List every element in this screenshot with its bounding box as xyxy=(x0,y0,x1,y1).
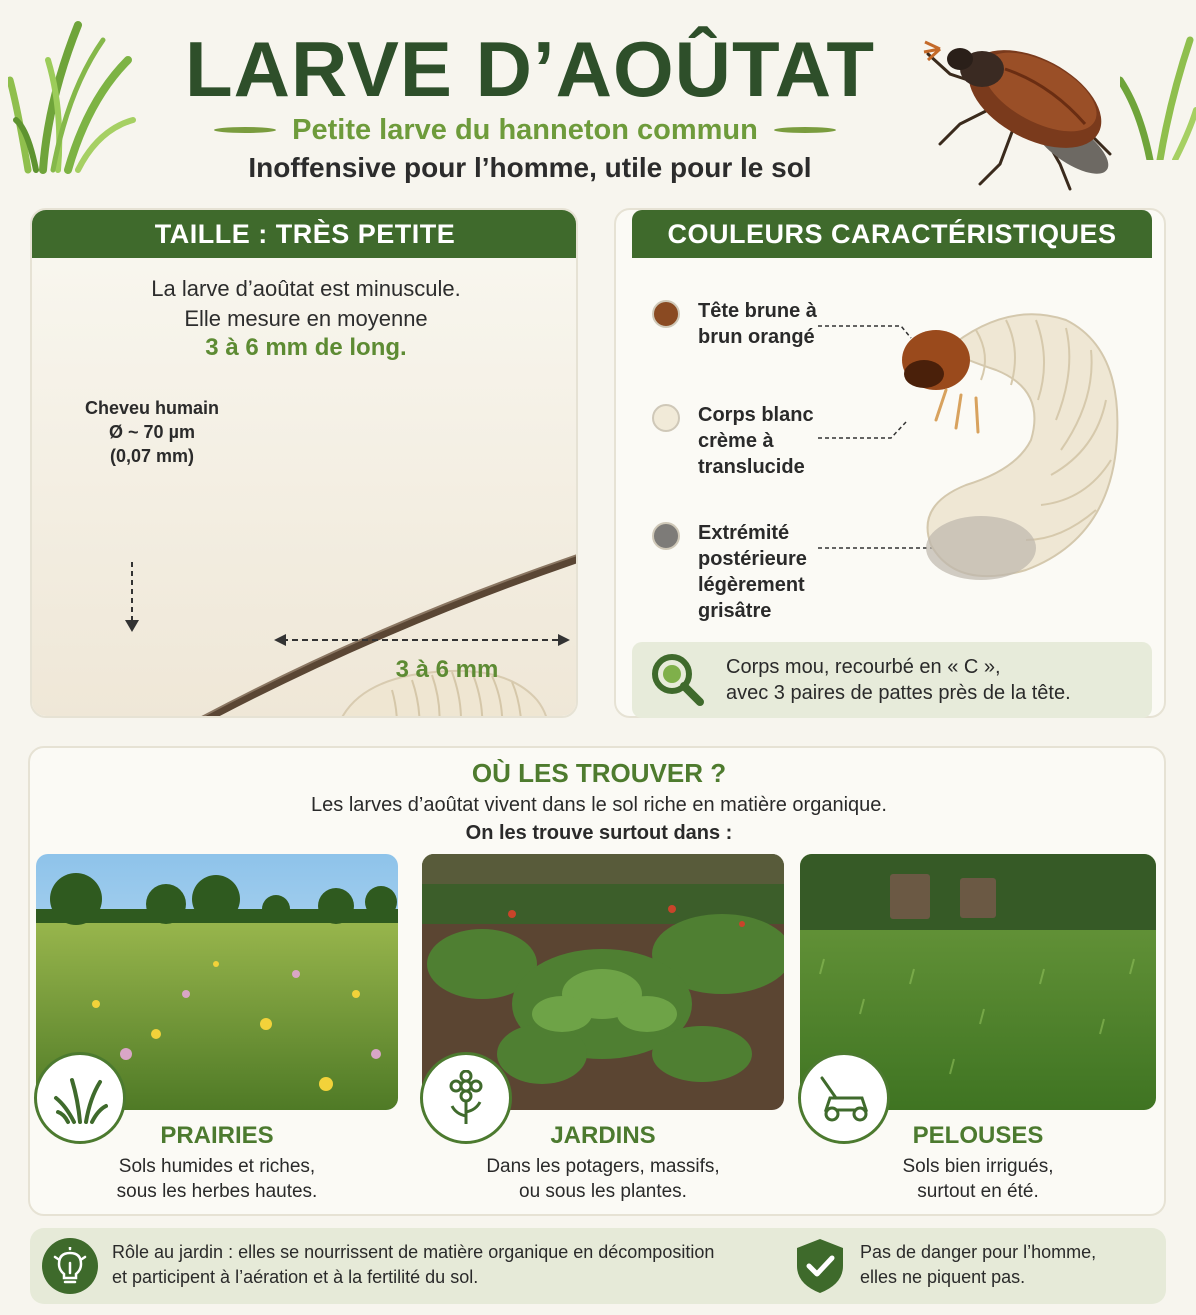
size-intro-line-2: Elle mesure en moyenne xyxy=(184,306,428,331)
head-pointer-line xyxy=(818,326,911,338)
shield-check-icon xyxy=(792,1236,848,1296)
head-color-label-line-2: brun orangé xyxy=(698,326,815,348)
habitat-jardins-desc xyxy=(422,1154,784,1204)
head-color-label-line-1: Tête brune à xyxy=(698,300,817,322)
garden-role-line-2: et participent à l’aération et à la fertilité du sol. xyxy=(112,1267,479,1287)
colors-card-banner: COULEURS CARACTÉRISTIQUES xyxy=(632,210,1152,258)
colors-card xyxy=(614,208,1166,718)
measure-arrow-line xyxy=(272,630,572,650)
habitat-pelouses-desc-line-2: surtout en été. xyxy=(917,1181,1039,1202)
habitat-prairies-desc-line-2: sous les herbes hautes. xyxy=(116,1181,318,1202)
habitat-subtitle-1: Les larves d’aoûtat vivent dans le sol riche en matière organique. xyxy=(311,794,887,816)
habitat-card xyxy=(28,746,1166,1216)
head-color-swatch xyxy=(652,300,680,328)
hair-label-line-2: Ø ~ 70 µm xyxy=(109,422,195,442)
tail-color-swatch xyxy=(652,522,680,550)
body-color-label xyxy=(698,402,814,480)
hair-label xyxy=(52,396,252,468)
garden-role-text xyxy=(112,1240,792,1290)
size-highlight: 3 à 6 mm de long. xyxy=(205,334,407,361)
size-intro xyxy=(32,274,578,334)
tip-text xyxy=(726,654,1071,706)
size-card xyxy=(30,208,578,718)
leaf-divider-left xyxy=(214,127,276,133)
body-pointer-line xyxy=(818,422,906,438)
tail-color-label-line-4: grisâtre xyxy=(698,600,772,622)
page-title: LARVE D’AOÛTAT xyxy=(185,25,875,113)
safety-line-2: elles ne piquent pas. xyxy=(860,1267,1026,1287)
hair-label-line-1: Cheveu humain xyxy=(84,398,220,418)
tip-line-2: avec 3 paires de pattes près de la tête. xyxy=(726,682,1071,704)
grass-illustration-right xyxy=(1120,30,1196,160)
habitat-jardins-title: JARDINS xyxy=(550,1122,656,1149)
habitat-pelouses-desc-line-1: Sols bien irrigués, xyxy=(902,1156,1054,1177)
hair-label-line-3: (0,07 mm) xyxy=(109,446,195,466)
habitat-prairies-desc xyxy=(36,1154,398,1204)
measure-label: 3 à 6 mm xyxy=(395,656,499,683)
page-subtitle: Petite larve du hanneton commun xyxy=(292,113,758,146)
body-color-label-line-2: crème à xyxy=(698,430,774,452)
habitat-jardins-desc-line-1: Dans les potagers, massifs, xyxy=(486,1156,720,1177)
garden-role-line-1: Rôle au jardin : elles se nourrissent de matière organique en décomposition xyxy=(112,1242,715,1262)
curled-larva-illustration xyxy=(806,290,1146,630)
habitat-prairies-title: PRAIRIES xyxy=(160,1122,274,1149)
tail-color-label xyxy=(698,520,807,624)
size-card-banner: TAILLE : TRÈS PETITE xyxy=(32,210,578,258)
page-tagline: Inoffensive pour l’homme, utile pour le sol xyxy=(248,152,812,183)
tip-line-1: Corps mou, recourbé en « C », xyxy=(726,656,1001,678)
size-intro-line-1: La larve d’aoûtat est minuscule. xyxy=(151,276,461,301)
habitat-pelouses xyxy=(800,854,1156,1206)
safety-text xyxy=(860,1240,1160,1290)
habitat-prairies xyxy=(36,854,398,1206)
habitat-jardins xyxy=(422,854,784,1206)
body-color-label-line-3: translucide xyxy=(698,456,805,478)
habitat-prairies-desc-line-1: Sols humides et riches, xyxy=(118,1156,316,1177)
tip-box xyxy=(632,642,1152,718)
habitat-pelouses-title: PELOUSES xyxy=(912,1122,1044,1149)
subtitle-row xyxy=(200,110,850,150)
body-color-label-line-1: Corps blanc xyxy=(698,404,814,426)
habitat-subtitle-2: On les trouve surtout dans : xyxy=(465,822,733,844)
leaf-divider-right xyxy=(774,127,836,133)
tail-color-label-line-1: Extrémité xyxy=(698,522,790,544)
habitat-jardins-desc-line-2: ou sous les plantes. xyxy=(519,1181,687,1202)
habitat-pelouses-desc xyxy=(800,1154,1156,1204)
body-color-swatch xyxy=(652,404,680,432)
habitat-title: OÙ LES TROUVER ? xyxy=(471,758,727,788)
lightbulb-icon xyxy=(42,1238,98,1294)
safety-line-1: Pas de danger pour l’homme, xyxy=(860,1242,1097,1262)
footer-info-bar xyxy=(30,1228,1166,1304)
tail-color-label-line-2: postérieure xyxy=(698,548,807,570)
head-color-label xyxy=(698,298,817,350)
tail-color-label-line-3: légèrement xyxy=(698,574,805,596)
magnifier-icon xyxy=(650,652,706,708)
